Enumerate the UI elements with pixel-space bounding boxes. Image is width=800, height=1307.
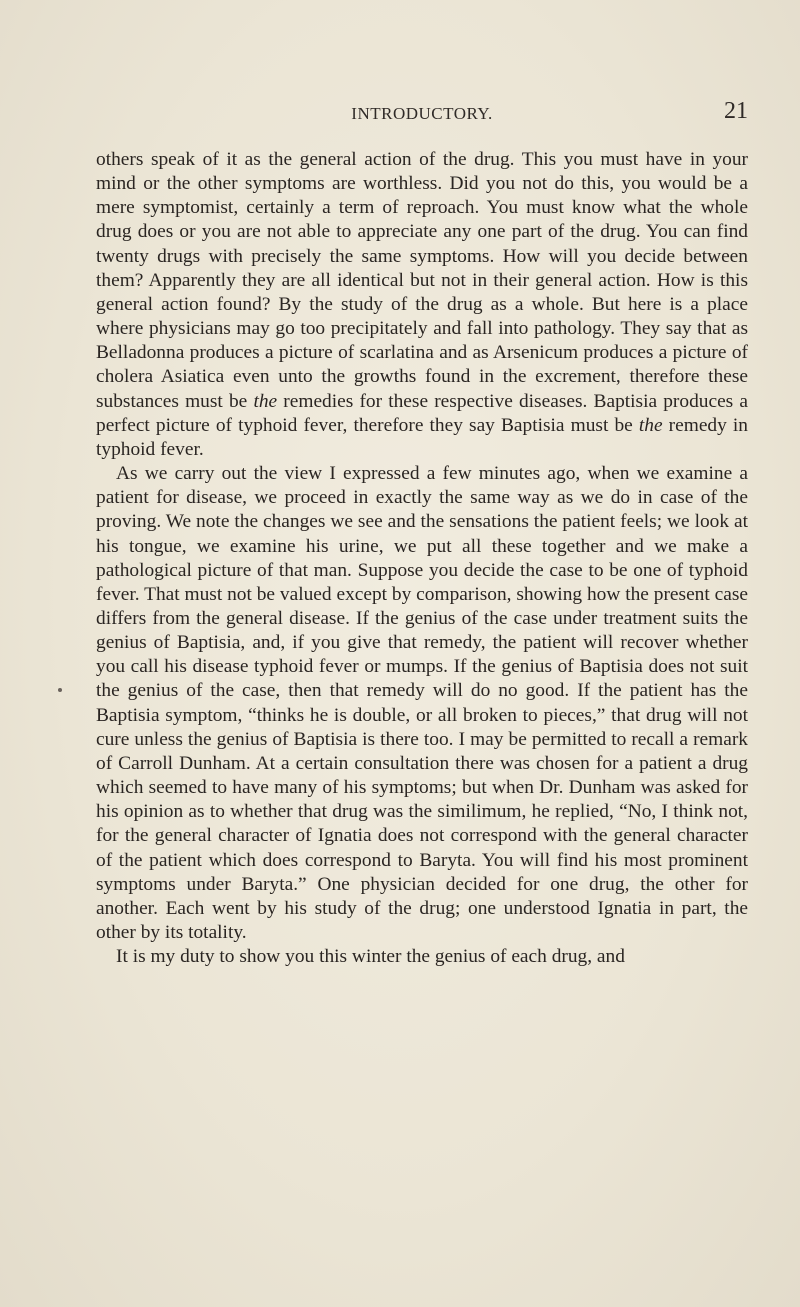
text-run: remedy in typhoid fever.	[96, 414, 748, 460]
italic-run: the	[638, 414, 663, 436]
paragraph-2	[96, 462, 748, 945]
running-title: INTRODUCTORY.	[351, 104, 493, 123]
page-number: 21	[724, 98, 748, 124]
running-head	[96, 98, 748, 128]
italic-run: the	[253, 390, 278, 412]
text-run: others speak of it as the general action of the drug. This you must have in your mind or the other symptoms are worthless. Did you not do this, you would be a mere symptomist, certainly a term of reproach. You must know what the whole drug does or you are not able to appreciate any one part of the drug. You can find twenty drugs with precisely the same symptoms. How will you decide between them? Apparently they are all identical but not in their general action. How is this general action found? By the study of the drug as a whole. But here is a place where physicians may go too precipitately and fall into pathology. They say that as Belladonna produces a picture of scarlatina and as Arsenicum produces a picture of cholera Asiatica even unto the growths found in the excrement, therefore these substances must be	[96, 149, 748, 412]
text-run: remedies for these respective diseases. Baptisia produces a perfect picture of typhoid fever, therefore they say Baptisia must be	[96, 390, 748, 436]
paragraph-1	[96, 148, 748, 462]
paragraph-3	[96, 945, 748, 969]
print-speck	[58, 688, 62, 692]
text-run: It is my duty to show you this winter the genius of each drug, and	[116, 946, 625, 968]
body-text	[96, 148, 748, 969]
text-run: As we carry out the view I expressed a few minutes ago, when we examine a patient for disease, we proceed in exactly the same way as we do in case of the proving. We note the changes we see and the sensations the patient feels; we look at his tongue, we examine his urine, we put all these together and we make a pathological picture of that man. Suppose you decide the case to be one of typhoid fever. That must not be valued except by comparison, showing how the present case differs from the general disease. If the genius of the case under treatment suits the genius of Baptisia, and, if you give that remedy, the patient will recover whether you call his disease typhoid fever or mumps. If the genius of Baptisia does not suit the genius of the case, then that remedy will do no good. If the patient has the Baptisia symptom, “thinks he is double, or all broken to pieces,” that drug will not cure unless the genius of Baptisia is there too. I may be permitted to recall a remark of Carroll Dunham. At a certain consultation there was chosen for a patient a drug which seemed to have many of his symptoms; but when Dr. Dunham was asked for his opinion as to whether that drug was the similimum, he replied, “No, I think not, for the general character of Ignatia does not correspond with the general character of the patient which does correspond to Baryta. You will find his most prominent symptoms under Baryta.” One physician decided for one drug, the other for another. Each went by his study of the drug; one understood Ignatia in part, the other by its totality.	[96, 463, 748, 943]
